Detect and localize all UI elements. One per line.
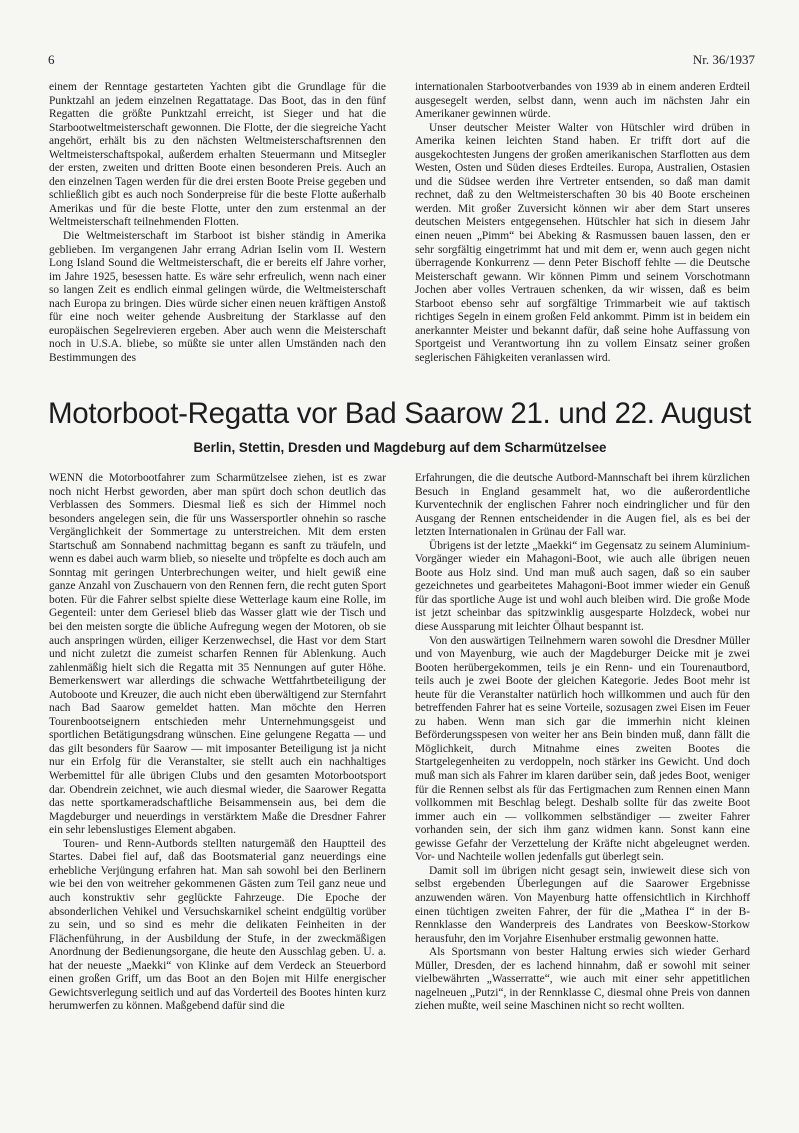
paragraph: Die Weltmeisterschaft im Starboot ist bisher ständig in Amerika geblieben. Im vergangenen Jahr errang Adrian Iselin vom II. Western Long Island Sound die Weltmeisterschaft, die er bereits elf Jahre vorher, im Jahre 1925, besessen hatte. Es wäre sehr erfreulich, wenn nach einer so langen Zeit es endlich einmal gelingen würde, die Weltmeisterschaft nach Europa zu bringen. Dies würde sicher einen neuen kräftigen Anstoß für eine noch weiter gehende Ausbreitung der Starklasse auf den europäischen Segelrevieren ergeben. Aber auch wenn die Meisterschaft noch in U.S.A. bliebe, so müßte sie unter allen Umständen nach den Bestimmungen des [49, 230, 386, 364]
article-headline: Motorboot-Regatta vor Bad Saarow 21. und 22. August [48, 397, 751, 430]
continued-column-left [49, 81, 386, 377]
paragraph: Als Sportsmann von bester Haltung erwies sich wieder Gerhard Müller, Dresden, der es lachend hinnahm, daß er sowohl mit seiner vielbewährten „Wasserratte“, wie auch mit einer sehr appetitlichen nagelneuen „Putzi“, in der Rennklasse C, diesmal ohne Preis von dannen ziehen mußte, weil seine Maschinen nicht so recht wollten. [415, 946, 750, 1013]
paragraph: einem der Renntage gestarteten Yachten gibt die Grundlage für die Punktzahl an jedem einzelnen Regattatage. Das Boot, das in den fünf Regatten die größte Punktzahl erreicht, ist Sieger und hat die Starbootweltmeisterschaft gewonnen. Die Flotte, der die siegreiche Yacht angehört, erhält bis zu den nächsten Weltmeisterschaftsrennen den Weltmeisterschaftspokal, außerdem erhalten Steuermann und Mitsegler der ersten, zweiten und dritten Boote einen besonderen Preis. Auch an den einzelnen Tagen werden für die drei ersten Boote Preise gegeben und schließlich gibt es auch noch Sonderpreise für die beste Flotte außerhalb Amerikas und für die beste Flotte, unter den zum erstenmal an der Weltmeisterschaft teilnehmenden Flotten. [49, 81, 386, 229]
paragraph: Touren- und Renn-Autbords stellten naturgemäß den Hauptteil des Startes. Dabei fiel auf, daß das Bootsmaterial ganz neuerdings eine erhebliche Verjüngung erfahren hat. Man sah sowohl bei den Berlinern wie bei den von weitreher gekommenen Gästen zum Teil ganz neue und auch konstruktiv sehr geglückte Fahrzeuge. Die Epoche der absonderlichen Vehikel und Versuchskarnikel scheint endgültig vorüber zu sein, und so sind es mehr die delikaten Feinheiten in der Flächenführung, in der Ausbildung der Stufe, in der zweckmäßigen Anordnung der Bedienungsorgane, die heute den Ausschlag geben. U. a. hat der neueste „Maekki“ von Klinke auf dem Verdeck an Steuerbord einen großen Griff, um das Boot an den Bojen mit Hilfe energischer Gewichtsverlegung seitlich und auf das Vorderteil des Bootes hinten kurz herumwerfen zu können. Maßgebend dafür sind die [49, 837, 386, 1013]
article-subheadline: Berlin, Stettin, Dresden und Magdeburg auf dem Scharmützelsee [193, 440, 607, 455]
paragraph: WENN die Motorbootfahrer zum Scharmützelsee ziehen, ist es zwar noch nicht Herbst geworden, aber man spürt doch schon deutlich das Verblassen des Sommers. Diesmal ließ es sich der Himmel noch besonders angelegen sein, die für uns Wassersportler ohnehin so rasche Vergänglichkeit der Sommertage zu unterstreichen. Mit dem ersten Startschuß am Sonnabend nachmittag begann es sanft zu träufeln, und wenn es dabei auch warm blieb, so nieselte und tröpfelte es doch auch am Sonntag mit geringen Unterbrechungen weiter, und hielt gewiß eine ganze Anzahl von Zuschauern von den Rennen fern, die recht guten Sport boten. Für die Fahrer selbst spielte diese Wetterlage kaum eine Rolle, im Gegenteil: unter dem Geriesel blieb das Wasser glatt wie der Tisch und bei den meisten sorgte die übliche Aufregung wegen der Motoren, ob sie auch anspringen würden, eiliger Kerzenwechsel, die Hast vor dem Start und nicht zuletzt die zumeist scharfen Rennen für Ablenkung. Auch zahlenmäßig hielt sich die Regatta mit 35 Nennungen auf guter Höhe. Bemerkenswert war allerdings die schwache Wettfahrtbeteiligung der Autoboote und Kreuzer, die auch nicht eben überwältigend zur Sternfahrt nach Bad Saarow gemeldet hatten. Man möchte den Herren Tourenbootseignern entschieden mehr Unternehmungsgeist und sportlichen Betätigungsdrang wünschen. Eine gelungene Regatta — und das gilt besonders für Saarow — mit imposanter Beteiligung ist ja nicht nur ein Erfolg für die Veranstalter, sie stellt auch ein nachhaltiges Werbemittel für alle übrigen Clubs und den gesamten Motorbootsport dar. Obendrein zeichnet, wie auch diesmal wieder, die Saarower Regatta das nette sportkameradschaftliche Beisammensein aus, bei dem die Magdeburger und neuerdings in verstärktem Maße die Dresdner Fahrer ein sehr lebenslustiges Element abgaben. [49, 472, 386, 837]
paragraph: Übrigens ist der letzte „Maekki“ im Gegensatz zu seinem Aluminium-Vorgänger wieder ein Mahagoni-Boot, wie auch alle übrigen neuen Boote aus Holz sind. Und man muß auch sagen, daß so ein sauber gezeichnetes und gearbeitetes Mahagoni-Boot immer wieder ein Genuß für das sportliche Auge ist und wohl auch bleiben wird. Die große Mode ist jetzt scheinbar das spitzwinklig ausgesparte Holzdeck, wobei nur diese Aussparung mit leichter Ölhaut bespannt ist. [415, 539, 750, 634]
paragraph: Erfahrungen, die die deutsche Autbord-Mannschaft bei ihrem kürzlichen Besuch in England gesammelt hat, wo die außerordentliche Kurventechnik der englischen Fahrer noch eindringlicher und für den Ausgang der Rennen entscheidender in die Augen fiel, als es bei der letzten Internationalen in Grünau der Fall war. [415, 472, 750, 539]
continued-column-right [415, 81, 750, 377]
article-column-left [49, 472, 386, 1062]
paragraph: Damit soll im übrigen nicht gesagt sein, inwieweit diese sich von selbst ergebenden Überlegungen auf die Saarower Ergebnisse anzuwenden wären. Von Mayenburg hatte offensichtlich in Kirchhoff einen tüchtigen zweiten Fahrer, der für die „Mathea I“ in der B-Rennklasse den Wanderpreis des Landrates von Beeskow-Storkow herausfuhr, den im Vorjahre Eisenhuber erstmalig gewonnen hatte. [415, 864, 750, 945]
issue-number: Nr. 36/1937 [692, 52, 755, 67]
paragraph: Unser deutscher Meister Walter von Hütschler wird drüben in Amerika keinen leichten Stand haben. Er trifft dort auf die ausgekochtesten Jungens der großen amerikanischen Starflotten aus dem Westen, Osten und Süden dieses Erdteiles. Europa, Australien, Ostasien und die Südsee werden ihre Vertreter entsenden, so daß man damit rechnet, daß zu den Weltmeisterschaften 30 bis 40 Boote erscheinen werden. Mit großer Zuversicht können wir aber dem Start unseres deutschen Meisters entgegensehen. Hütschler hat sich in diesem Jahr einen neuen „Pimm“ bei Abeking & Rasmussen bauen lassen, den er sehr sorgfältig eingetrimmt hat und mit dem er, wenn auch gegen nicht überragende Konkurrenz — denn Peter Bischoff fehlte — die Deutsche Meisterschaft gewann. Wir können Pimm und seinem Vorschotmann Jochen aber volles Vertrauen schenken, da wir wissen, daß es beim Starboot ebenso sehr auf sorgfältige Trimmarbeit wie auf taktisch richtiges Segeln in einem großen Feld ankommt. Pimm ist in beidem ein anerkannter Meister und bekannt dafür, daß seine hohe Auffassung von Sportgeist und Verantwortung ihn zu vollem Einsatz seiner großen seglerischen Fähigkeiten veranlassen wird. [415, 121, 750, 364]
page-number: 6 [48, 52, 55, 67]
paragraph: internationalen Starbootverbandes von 1939 ab in einem anderen Erdteil ausgesegelt werden, selbst dann, wenn auch im nächsten Jahr ein Amerikaner gewinnen würde. [415, 81, 750, 121]
article-column-right [415, 472, 750, 1062]
paragraph: Von den auswärtigen Teilnehmern waren sowohl die Dresdner Müller und von Mayenburg, wie auch der Magdeburger Deicke mit je zwei Booten herübergekommen, teils je ein Renn- und ein Tourenautbord, teils auch je zwei Boote der gleichen Kategorie. Jedes Boot mehr ist heute für die Veranstalter natürlich hoch willkommen und auch für den betreffenden Fahrer hat es seine Vorteile, sozusagen zwei Eisen im Feuer zu haben. Wenn man sich gar die immerhin nicht kleinen Beförderungsspesen von weiter her ans Bein binden muß, dann fällt die Möglichkeit, durch Mitnahme eines zweiten Bootes die Startgelegenheiten zu verdoppeln, noch stärker ins Gewicht. Und doch muß man sich als Fahrer im klaren darüber sein, daß jedes Boot, weniger für die Rennen selbst als für das Fertigmachen zum Rennen einen Mann vollkommen mit Beschlag belegt. Deshalb sollte für das zweite Boot immer auch ein — vollkommen selbständiger — zweiter Fahrer vorhanden sein, der sich ihm ganz widmen kann. Sonst kann eine gewisse Gefahr der Verzettelung der Kräfte nicht abgeleugnet werden. Vor- und Nachteile wollen jedenfalls gut überlegt sein. [415, 634, 750, 864]
